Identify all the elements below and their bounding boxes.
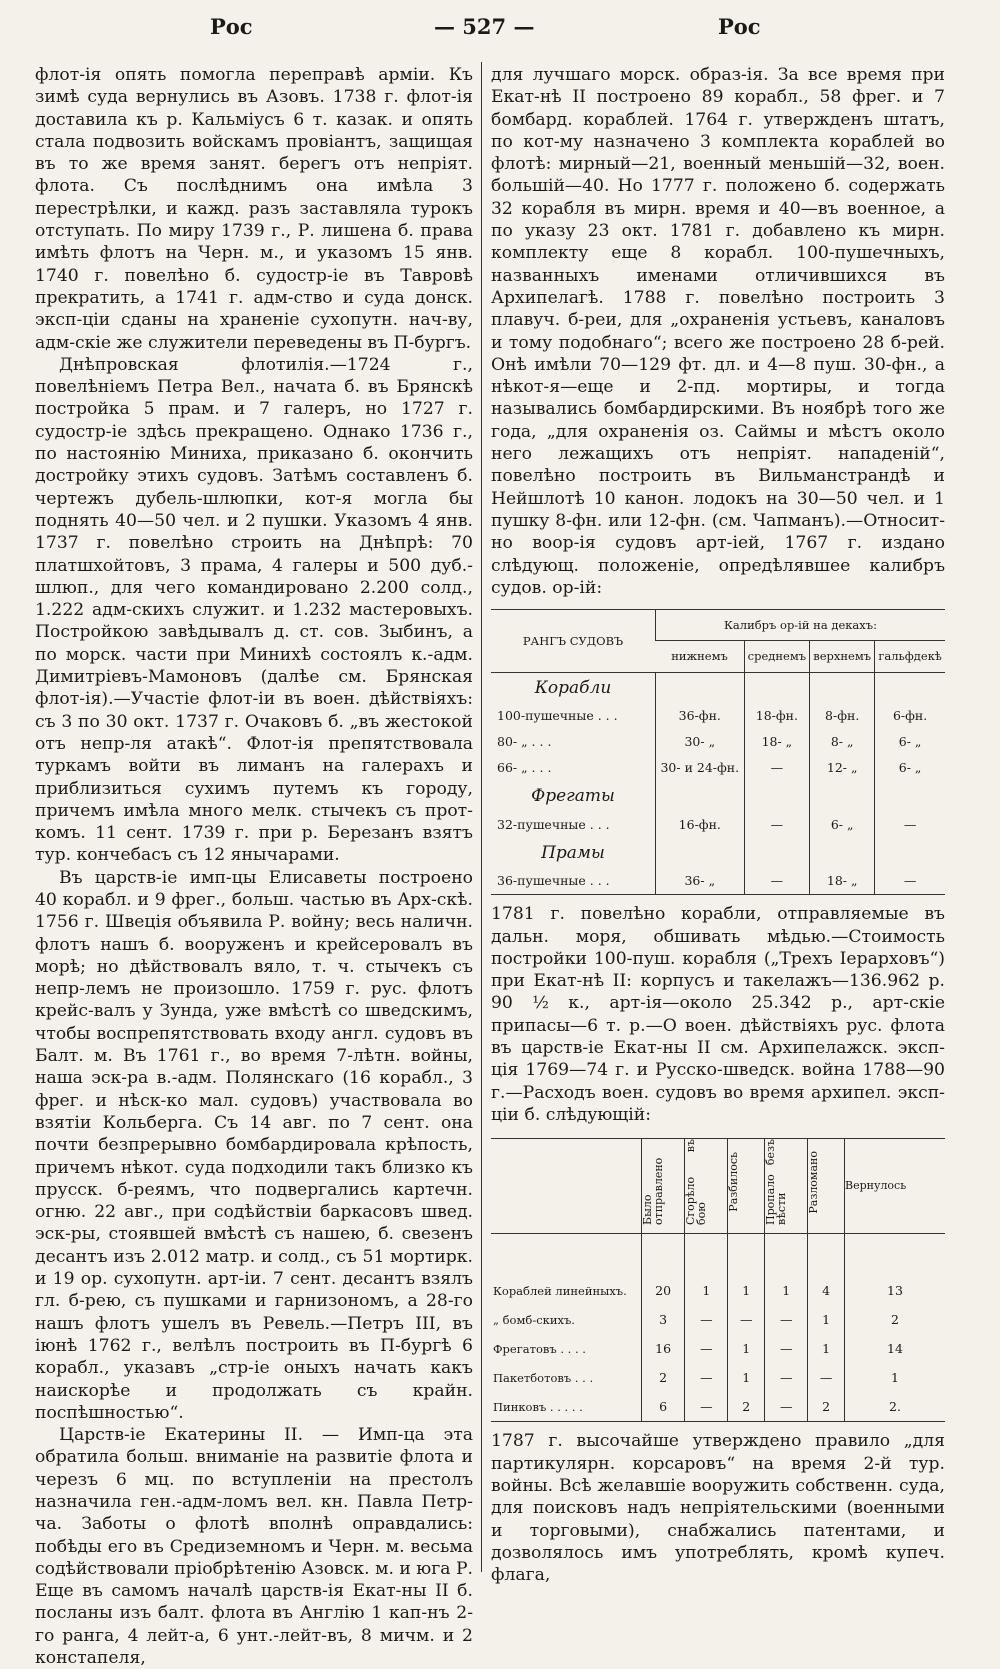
section-title: Фрегаты <box>531 786 615 807</box>
col-header: нижнемъ <box>656 641 745 672</box>
col-header: гальфдекѣ <box>875 641 945 672</box>
page-header <box>0 8 1000 40</box>
paragraph: для лучшаго морск. образ-ія. За все время при Екат-нѣ II построено 89 корабл., 58 фрег. и 7 бомбард. кораблей. 1764 г. утвержденъ штатъ, по кот-му назначено 3 комплекта кораблей во флотѣ: мирный—21, военный меньшій—32, воен. большій—40. Но 1777 г. положено б. содержать 32 корабля въ мирн. время и 40—въ военное, а по указу 23 окт. 1781 г. добавлено къ мирн. комплекту еще 8 корабл. 100-пушечныхъ, названныхъ именами отличившихся въ Архипелагѣ. 1788 г. повелѣно построить 3 плавуч. б-реи, для „охраненія устьевъ, каналовъ и тому подобнаго“; всего же построено 28 б-рей. Онѣ имѣли 70—129 фт. дл. и 4—8 пуш. 30-фн., а нѣкот-я—еще и 2-пд. мортиры, и тогда назывались бомбардирскими. Въ ноябрѣ того же года, „для охраненія оз. Саймы и мѣстъ около него лежащихъ отъ непріят. нападеній“, повелѣно построить въ Вильманстрандѣ и Нейшлотѣ 10 канон. лодокъ на 30—50 чел. и 1 пушку 8-фн. или 12-фн. (см. Чапманъ).—Относит-но воор-ія судовъ арт-іей, 1767 г. издано слѣдующ. положеніе, опредѣлявшее калибръ судов. ор-ій: <box>491 65 945 598</box>
table-row: 100-пушечные . . . 36-фн. 18-фн. 8-фн. 6-фн. <box>491 703 945 729</box>
col-header: Разломано <box>807 1150 821 1214</box>
header-right: Рос <box>718 14 761 39</box>
page-number: — 527 — <box>434 14 535 39</box>
table-row: Фрегатовъ . . . . 16 — 1 — 1 14 <box>491 1334 945 1363</box>
col-header: Вернулось <box>845 1139 946 1234</box>
col-header: верхнемъ <box>810 641 875 672</box>
right-column <box>491 64 945 1587</box>
losses-table <box>491 1138 945 1422</box>
section-title: Корабли <box>534 677 612 698</box>
col-header: среднемъ <box>744 641 810 672</box>
table-row: 36-пушечные . . . 36- „ — 18- „ — <box>491 868 945 895</box>
section-title: Прамы <box>541 842 605 863</box>
paragraph: флот-ія опять помогла переправѣ арміи. Къ зимѣ суда вернулись въ Азовъ. 1738 г. флот-ія доставила къ р. Кальміусъ 6 т. казак. и опять стала подвозить войскамъ провіантъ, защищая въ то же время занят. берегъ отъ непріят. флота. Съ послѣднимъ она имѣла 3 перестрѣлки, и кажд. разъ заставляла турокъ отступать. По миру 1739 г., Р. лишена б. права имѣть флотъ на Черн. м., и указомъ 15 янв. 1740 г. повелѣно б. судостр-іе въ Тавровѣ прекратить, а 1741 г. адм-ство и суда донск. эксп-ціи сданы на храненіе сухопутн. нач-ву, адм-скіе же служители переведены въ П-бургъ. <box>35 65 473 353</box>
paragraph: Днѣпровская флотилія.—1724 г., повелѣніемъ Петра Вел., начата б. въ Брянскѣ постройка 5 прам. и 7 галеръ, но 1727 г. судостр-іе здѣсь прекращено. Однако 1736 г., по настоянію Миниха, приказано б. окончить достройку этихъ судовъ. Затѣмъ составленъ б. чертежъ дубель-шлюпки, кот-я могла бы поднять 40—50 чел. и 2 пушки. Указомъ 4 янв. 1737 г. повелѣно строить на Днѣпрѣ: 70 платшхойтовъ, 3 прама, 4 галеры и 500 дуб.-шлюп., для чего командировано 2.200 солд., 1.222 адм-скихъ служит. и 1.232 мастеровыхъ. Постройкою завѣдывалъ д. ст. сов. Зыбинъ, а по морск. части при Минихѣ состоялъ к.-адм. Димитріевъ-Мамоновъ (далѣе см. Брянская флот-ія).—Участіе флот-іи въ воен. дѣйствіяхъ: съ 3 по 30 окт. 1737 г. Очаковъ б. „въ жестокой отъ непр-ля атакѣ“. Флот-ія препятствовала туркамъ войти въ лиманъ на галерахъ и приблизиться сухимъ путемъ къ городу, причемъ имѣла много мелк. стычекъ съ прот-комъ. 11 сент. 1739 г. при р. Березанъ взятъ тур. кончебасъ съ 12 янычарами. <box>35 354 473 866</box>
caliber-table <box>491 609 945 895</box>
header-left: Рос <box>210 14 253 39</box>
left-column <box>35 64 473 1669</box>
paragraph: 1787 г. высочайше утверждено правило „для партикулярн. корсаровъ“ на время 2-й тур. войны. Всѣ желавшіе вооружить собственн. суда, для поисковъ надъ непріятельскими (военными и торговыми), снабжались патентами, и дозволялось имъ употреблять, кромѣ купеч. флага, <box>491 1431 945 1586</box>
table-row: Кораблей линейныхъ. 20 1 1 1 4 13 <box>491 1234 945 1306</box>
col-header: Было отправлено <box>641 1157 665 1226</box>
table-row: 32-пушечные . . . 16-фн. — 6- „ — <box>491 812 945 838</box>
paragraph: 1781 г. повелѣно корабли, отправляемые въ дальн. моря, обшивать мѣдью.—Стоимость постройки 100-пуш. корабля („Трехъ Іерарховъ“) при Екат-нѣ II: корпусъ и такелажъ—136.962 р. 90 ½ к., арт-ія—около 25.342 р., арт-скіе припасы—6 т. р.—О воен. дѣйствіяхъ рус. флота въ царств-іе Екат-ны II см. Архипелажск. эксп-ція 1769—74 г. и Русско-шведск. война 1788—90 г.—Расходъ воен. судовъ во время архипел. эксп-ціи б. слѣдующій: <box>491 904 945 1125</box>
table-row: 80- „ . . . 30- „ 18- „ 8- „ 6- „ <box>491 729 945 755</box>
paragraph: Въ царств-іе имп-цы Елисаветы построено 40 корабл. и 9 фрег., больш. частью въ Арх-скѣ. 1756 г. Швеція объявила Р. войну; весь наличн. флотъ нашъ б. вооруженъ и крейсеровалъ въ морѣ; но дѣйствовалъ вяло, т. ч. стычекъ съ непр-лемъ не произошло. 1759 г. рус. флотъ крейс-валъ у Зунда, уже вмѣстѣ со шведскимъ, чтобы воспрепятствовать входу англ. судовъ въ Балт. м. Въ 1761 г., во время 7-лѣтн. войны, наша эск-ра в.-адм. Полянскаго (16 корабл., 3 фрег. и нѣск-ко мал. судовъ) участвовала во взятіи Кольберга. Съ 14 авг. по 7 сент. она почти безпрерывно бомбардировала крѣпость, причемъ нѣкот. суда подходили такъ близко къ прусск. б-реямъ, что подвергались картечн. огню. 22 авг., при содѣйствіи баркасовъ швед. эск-ры, стоявшей вмѣстѣ съ нашею, б. свезенъ десантъ изъ 2.012 матр. и солд., съ 51 мортирк. и 19 ор. сухопутн. арт-іи. 7 сент. десантъ взялъ гл. б-рею, съ пушками и гарнизономъ, а 28-го нашъ флотъ ушелъ въ Ревель.—Петръ III, въ іюнѣ 1762 г., велѣлъ построить въ П-бургѣ 6 корабл., указавъ „стр-іе оныхъ начать какъ наискорѣе и продолжать съ крайн. поспѣшностью“. <box>35 867 473 1423</box>
table-row: Пинковъ . . . . . 6 — 2 — 2 2. <box>491 1392 945 1422</box>
table-row: „ бомб-скихъ. 3 — — — 1 2 <box>491 1305 945 1334</box>
caliber-group-header: Калибръ ор-ій на декахъ: <box>656 610 946 641</box>
rank-header: РАНГЪ СУДОВЪ <box>491 610 656 673</box>
column-divider <box>481 62 482 1572</box>
table-row: 66- „ . . . 30- и 24-фн. — 12- „ 6- „ <box>491 755 945 781</box>
col-header: Пропало безъ вѣсти <box>764 1139 789 1226</box>
col-header: Разбилось <box>727 1152 741 1213</box>
col-header: Сгорѣло въ бою <box>684 1139 709 1226</box>
table-row: Пакетботовъ . . . 2 — 1 — — 1 <box>491 1363 945 1392</box>
paragraph: Царств-іе Екатерины II. — Имп-ца эта обратила больш. вниманіе на развитіе флота и черезъ 6 мц. по вступленіи на престолъ назначила ген.-адм-ломъ вел. кн. Павла Петр-ча. Заботы о флотѣ вполнѣ оправдались: побѣды его въ Средиземномъ и Черн. м. весьма содѣйствовали пріобрѣтенію Азовск. м. и юга Р. Еще въ самомъ началѣ царств-ія Екат-ны II б. посланы изъ балт. флота въ Англію 1 кап-нъ 2-го ранга, 4 лейт-а, 6 унт.-лейт-въ, 8 мичм. и 2 констапеля, <box>35 1425 474 1669</box>
